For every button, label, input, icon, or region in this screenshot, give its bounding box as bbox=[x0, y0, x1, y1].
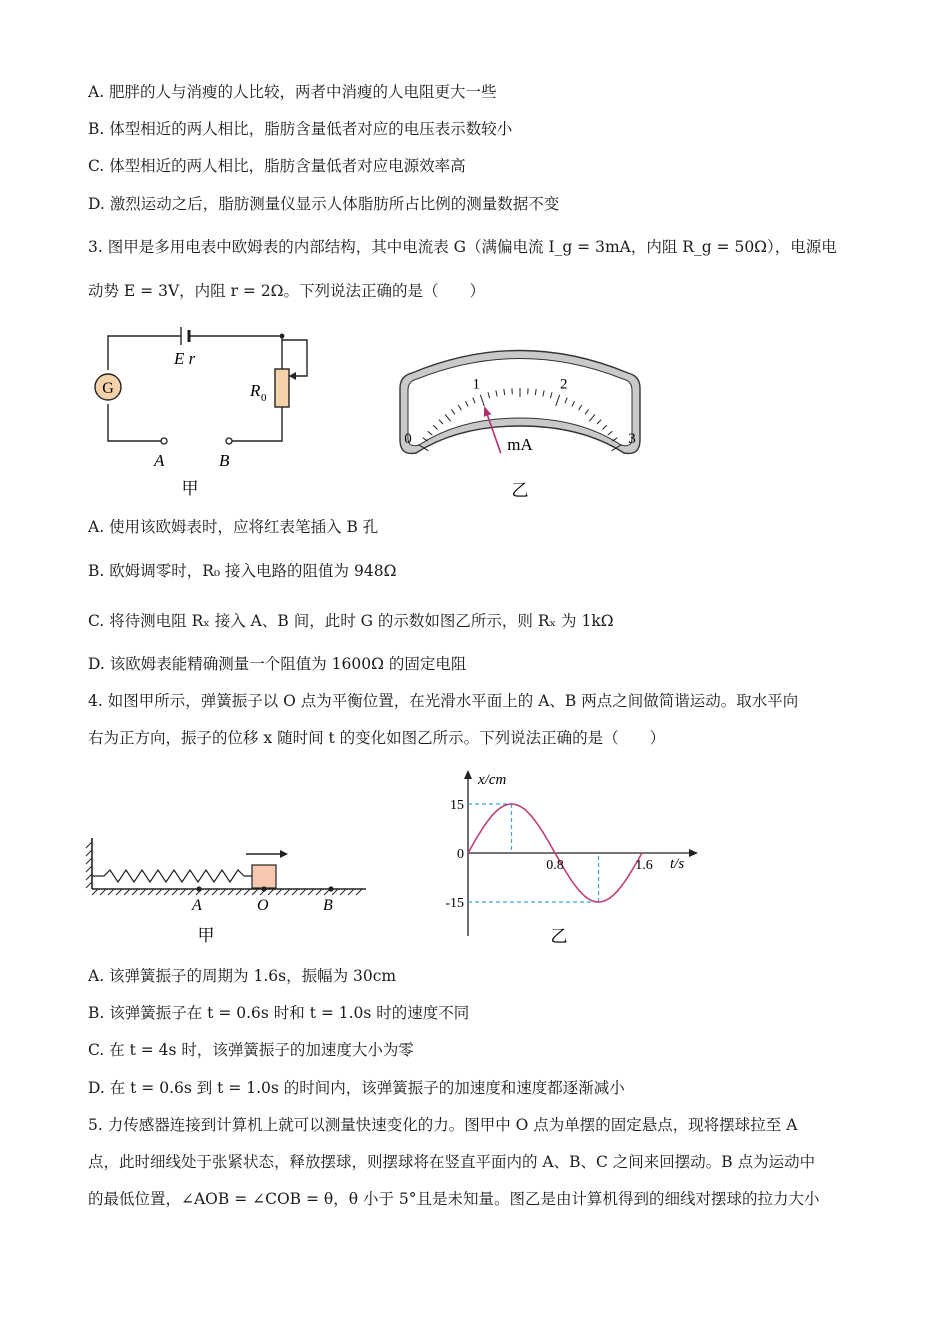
point-a-label: A bbox=[192, 897, 202, 914]
q3-stem-line2: 动势 E = 3V，内阻 r = 2Ω。下列说法正确的是（ ） bbox=[88, 282, 486, 300]
y-axis-arrow-icon bbox=[464, 770, 472, 779]
galvanometer-label: G bbox=[102, 380, 114, 397]
q5-stem-line2: 点，此时细线处于张紧状态，释放摆球，则摆球将在竖直平面内的 A、B、C 之间来回摆动。B 点为运动中 bbox=[88, 1153, 816, 1171]
battery-label: E r bbox=[174, 349, 196, 368]
terminal-b-label: B bbox=[219, 451, 230, 470]
fig-yi-caption-q4: 乙 bbox=[550, 927, 568, 946]
junction-dot bbox=[280, 334, 285, 339]
q3-circuit-figure bbox=[88, 318, 328, 504]
scale-label: 3 bbox=[628, 431, 636, 448]
spring bbox=[92, 870, 252, 882]
point-o-dot bbox=[261, 886, 266, 891]
point-o-label: O bbox=[257, 897, 269, 914]
fig-jia-caption: 甲 bbox=[181, 479, 199, 498]
terminal-b bbox=[226, 438, 232, 444]
rheostat-r0 bbox=[275, 369, 289, 407]
q5-stem-line3: 的最低位置，∠AOB = ∠COB = θ，θ 小于 5°且是未知量。图乙是由计算机得到的细线对摆球的拉力大小 bbox=[88, 1190, 820, 1208]
q3-option-b: B. 欧姆调零时，R₀ 接入电路的阻值为 948Ω bbox=[88, 562, 397, 580]
wall-hatching bbox=[86, 842, 92, 888]
y-tick-label: 0 bbox=[457, 847, 464, 862]
x-tick-label: 0.8 bbox=[546, 858, 564, 873]
q4-option-b: B. 该弹簧振子在 t = 0.6s 时和 t = 1.0s 时的速度不同 bbox=[88, 1004, 470, 1022]
fig-jia-caption-q4: 甲 bbox=[197, 926, 215, 945]
q2-option-c: C. 体型相近的两人相比，脂肪含量低者对应电源效率高 bbox=[88, 157, 466, 175]
scale-label: 2 bbox=[559, 376, 568, 393]
q2-option-d: D. 激烈运动之后，脂肪测量仪显示人体脂肪所占比例的测量数据不变 bbox=[88, 195, 560, 213]
arrow-right-icon bbox=[280, 850, 288, 858]
x-axis-label: t/s bbox=[670, 856, 685, 872]
oscillator-block bbox=[252, 865, 276, 888]
q3-meter-figure bbox=[390, 318, 660, 504]
q3-option-a: A. 使用该欧姆表时，应将红表笔插入 B 孔 bbox=[88, 518, 379, 536]
terminal-a bbox=[161, 438, 167, 444]
q3-stem-line1: 3. 图甲是多用电表中欧姆表的内部结构，其中电流表 G（满偏电流 I_g = 3mA，内阻 R_g = 50Ω），电源电 bbox=[88, 238, 837, 256]
point-b-dot bbox=[328, 886, 333, 891]
y-axis-label: x/cm bbox=[478, 772, 507, 788]
meter-unit: mA bbox=[507, 435, 533, 454]
slider-arrow-icon bbox=[289, 372, 296, 380]
q4-xt-chart bbox=[420, 766, 710, 948]
q4-option-a: A. 该弹簧振子的周期为 1.6s，振幅为 30cm bbox=[88, 967, 397, 985]
resistor-subscript: 0 bbox=[261, 392, 267, 404]
scale-label: 1 bbox=[472, 376, 481, 393]
meter-face bbox=[408, 359, 632, 446]
q2-option-b: B. 体型相近的两人相比，脂肪含量低者对应的电压表示数较小 bbox=[88, 120, 513, 138]
resistor-label: R bbox=[250, 381, 261, 400]
point-a-dot bbox=[196, 886, 201, 891]
q4-option-d: D. 在 t = 0.6s 到 t = 1.0s 的时间内，该弹簧振子的加速度和速度都逐渐减小 bbox=[88, 1079, 625, 1097]
q4-stem-line1: 4. 如图甲所示，弹簧振子以 O 点为平衡位置，在光滑水平面上的 A、B 两点之间做简谐运动。取水平向 bbox=[88, 692, 799, 710]
terminal-a-label: A bbox=[154, 451, 165, 470]
q4-stem-line2: 右为正方向，振子的位移 x 随时间 t 的变化如图乙所示。下列说法正确的是（ ） bbox=[88, 729, 666, 747]
y-tick-label: -15 bbox=[445, 896, 464, 911]
point-b-label: B bbox=[323, 897, 333, 914]
x-axis-arrow-icon bbox=[689, 849, 698, 857]
q3-option-c: C. 将待测电阻 Rₓ 接入 A、B 间，此时 G 的示数如图乙所示，则 Rₓ 为 1kΩ bbox=[88, 612, 614, 630]
q4-spring-figure bbox=[84, 828, 374, 950]
y-tick-label: 15 bbox=[450, 798, 464, 813]
fig-yi-caption: 乙 bbox=[511, 481, 529, 500]
q4-option-c: C. 在 t = 4s 时，该弹簧振子的加速度大小为零 bbox=[88, 1041, 414, 1059]
x-tick-label: 1.6 bbox=[635, 858, 653, 873]
q3-option-d: D. 该欧姆表能精确测量一个阻值为 1600Ω 的固定电阻 bbox=[88, 655, 467, 673]
scale-label: 0 bbox=[404, 431, 412, 448]
floor-hatching bbox=[92, 889, 362, 895]
q5-stem-line1: 5. 力传感器连接到计算机上就可以测量快速变化的力。图甲中 O 点为单摆的固定悬点，现将摆球拉至 A bbox=[88, 1116, 798, 1134]
q2-option-a: A. 肥胖的人与消瘦的人比较，两者中消瘦的人电阻更大一些 bbox=[88, 83, 497, 101]
